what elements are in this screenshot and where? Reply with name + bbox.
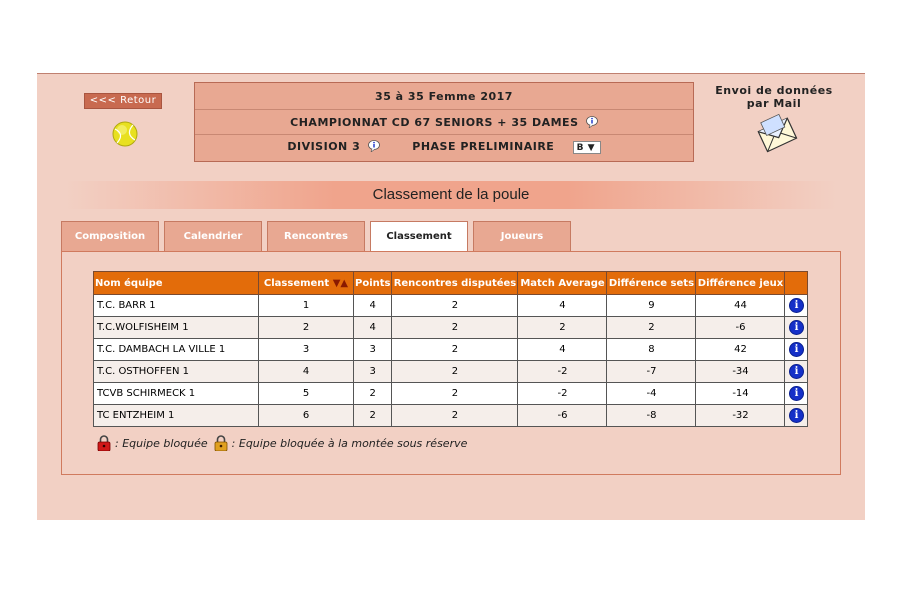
division-phase-row bbox=[195, 140, 693, 154]
matches-cell: 2 bbox=[392, 295, 518, 317]
match-average-cell: 4 bbox=[518, 339, 607, 361]
team-name: T.C. BARR 1 bbox=[94, 295, 259, 317]
match-average-cell: 4 bbox=[518, 295, 607, 317]
poule-select[interactable]: B ▼ bbox=[573, 141, 601, 154]
back-button[interactable]: <<< Retour bbox=[84, 93, 162, 109]
orange-lock-icon bbox=[214, 435, 228, 451]
game-diff-cell: -34 bbox=[696, 361, 785, 383]
col-header-match-average: Match Average bbox=[518, 272, 607, 295]
info-icon[interactable]: i bbox=[789, 298, 804, 313]
set-diff-cell: -4 bbox=[607, 383, 696, 405]
envelope-icon[interactable] bbox=[755, 112, 799, 156]
page-title: Classement de la poule bbox=[372, 186, 530, 203]
competition-category: 35 à 35 Femme 2017 bbox=[375, 90, 513, 103]
match-average-cell: -6 bbox=[518, 405, 607, 427]
team-name: T.C. OSTHOFFEN 1 bbox=[94, 361, 259, 383]
table-row bbox=[94, 295, 808, 317]
info-icon[interactable]: i bbox=[789, 408, 804, 423]
points-cell: 3 bbox=[354, 339, 392, 361]
match-average-cell: -2 bbox=[518, 361, 607, 383]
table-row bbox=[94, 405, 808, 427]
points-cell: 4 bbox=[354, 295, 392, 317]
rank-cell: 2 bbox=[259, 317, 354, 339]
col-header-matches: Rencontres disputées bbox=[392, 272, 518, 295]
mail-title: Envoi de données par Mail bbox=[715, 84, 833, 110]
game-diff-cell: -32 bbox=[696, 405, 785, 427]
rank-cell: 1 bbox=[259, 295, 354, 317]
rank-cell: 3 bbox=[259, 339, 354, 361]
phase-label: PHASE PRELIMINAIRE bbox=[412, 140, 555, 153]
table-row bbox=[94, 383, 808, 405]
info-cell bbox=[785, 405, 808, 427]
table-header-row bbox=[94, 272, 808, 295]
tab-joueurs[interactable]: Joueurs bbox=[473, 221, 571, 251]
col-header-team: Nom équipe bbox=[94, 272, 259, 295]
dropdown-arrow-icon: ▼ bbox=[587, 142, 596, 153]
matches-cell: 2 bbox=[392, 405, 518, 427]
col-header-game-diff: Différence jeux bbox=[696, 272, 785, 295]
set-diff-cell: 9 bbox=[607, 295, 696, 317]
points-cell: 2 bbox=[354, 405, 392, 427]
division-label: DIVISION 3 bbox=[287, 140, 361, 153]
championship-title bbox=[195, 116, 693, 129]
team-name: T.C.WOLFISHEIM 1 bbox=[94, 317, 259, 339]
tab-composition[interactable]: Composition bbox=[61, 221, 159, 251]
championship-name: CHAMPIONNAT CD 67 SENIORS + 35 DAMES bbox=[290, 116, 579, 129]
game-diff-cell: 44 bbox=[696, 295, 785, 317]
col-header-info bbox=[785, 272, 808, 295]
col-header-rank[interactable]: Classement ▼▲ bbox=[259, 272, 354, 295]
table-row bbox=[94, 339, 808, 361]
match-average-cell: 2 bbox=[518, 317, 607, 339]
info-bubble-icon[interactable] bbox=[586, 116, 598, 128]
game-diff-cell: -6 bbox=[696, 317, 785, 339]
set-diff-cell: 2 bbox=[607, 317, 696, 339]
info-cell bbox=[785, 383, 808, 405]
col-header-set-diff: Différence sets bbox=[607, 272, 696, 295]
competition-info-box bbox=[194, 82, 694, 162]
sort-arrows-icon[interactable]: ▼▲ bbox=[332, 277, 349, 289]
page-title-band bbox=[65, 181, 837, 209]
info-cell bbox=[785, 339, 808, 361]
matches-cell: 2 bbox=[392, 361, 518, 383]
points-cell: 2 bbox=[354, 383, 392, 405]
table-row bbox=[94, 361, 808, 383]
info-icon[interactable]: i bbox=[789, 386, 804, 401]
team-name: TC ENTZHEIM 1 bbox=[94, 405, 259, 427]
set-diff-cell: -8 bbox=[607, 405, 696, 427]
red-lock-icon bbox=[97, 435, 111, 451]
rank-cell: 4 bbox=[259, 361, 354, 383]
game-diff-cell: 42 bbox=[696, 339, 785, 361]
legend bbox=[97, 435, 467, 451]
legend-locked-promotion-text: : Equipe bloquée à la montée sous réserve bbox=[231, 436, 468, 450]
set-diff-cell: -7 bbox=[607, 361, 696, 383]
points-cell: 4 bbox=[354, 317, 392, 339]
main-panel bbox=[37, 73, 865, 520]
ranking-table bbox=[93, 271, 808, 427]
game-diff-cell: -14 bbox=[696, 383, 785, 405]
points-cell: 3 bbox=[354, 361, 392, 383]
set-diff-cell: 8 bbox=[607, 339, 696, 361]
tab-calendrier[interactable]: Calendrier bbox=[164, 221, 262, 251]
info-cell bbox=[785, 295, 808, 317]
match-average-cell: -2 bbox=[518, 383, 607, 405]
matches-cell: 2 bbox=[392, 339, 518, 361]
team-name: TCVB SCHIRMECK 1 bbox=[94, 383, 259, 405]
matches-cell: 2 bbox=[392, 383, 518, 405]
table-row bbox=[94, 317, 808, 339]
info-cell bbox=[785, 317, 808, 339]
info-bubble-icon[interactable] bbox=[368, 140, 380, 152]
tab-classement[interactable]: Classement bbox=[370, 221, 468, 252]
rank-cell: 6 bbox=[259, 405, 354, 427]
tab-rencontres[interactable]: Rencontres bbox=[267, 221, 365, 251]
legend-locked-text: : Equipe bloquée bbox=[115, 436, 208, 450]
info-icon[interactable]: i bbox=[789, 320, 804, 335]
info-icon[interactable]: i bbox=[789, 342, 804, 357]
info-cell bbox=[785, 361, 808, 383]
info-icon[interactable]: i bbox=[789, 364, 804, 379]
team-name: T.C. DAMBACH LA VILLE 1 bbox=[94, 339, 259, 361]
col-header-points: Points bbox=[354, 272, 392, 295]
tennis-ball-icon bbox=[111, 120, 139, 148]
rank-cell: 5 bbox=[259, 383, 354, 405]
matches-cell: 2 bbox=[392, 317, 518, 339]
